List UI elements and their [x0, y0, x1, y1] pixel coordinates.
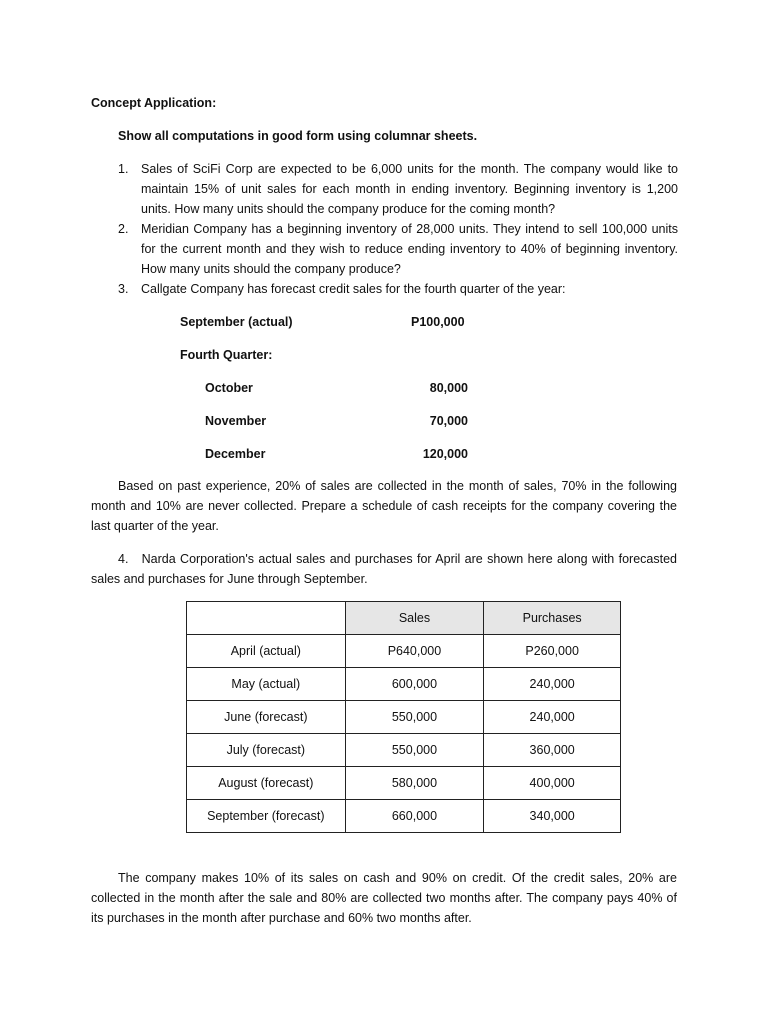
schedule-month-value: 80,000: [429, 381, 468, 395]
instruction-text: Show all computations in good form using columnar sheets.: [118, 129, 478, 143]
table-cell: 340,000: [484, 800, 621, 833]
collection-paragraph: Based on past experience, 20% of sales are collected in the month of sales, 70% in the following month and 10% are never collected. Prepare a schedule of cash receipts for the company covering the last quarter of the year.: [91, 479, 677, 533]
sales-purchases-table: [186, 601, 621, 833]
problem-number: 1.: [118, 162, 129, 176]
table-cell: 660,000: [345, 800, 484, 833]
table-cell: July (forecast): [187, 734, 346, 767]
table-cell: P260,000: [484, 635, 621, 668]
table-row: [187, 635, 621, 668]
problem-item: [118, 159, 678, 219]
table-cell: 580,000: [345, 767, 484, 800]
table-row: [187, 734, 621, 767]
problem-text: Callgate Company has forecast credit sales for the fourth quarter of the year:: [141, 282, 566, 296]
table-row: [187, 701, 621, 734]
problem-number: 3.: [118, 282, 129, 296]
table-row: [187, 668, 621, 701]
schedule-month-label: December: [205, 447, 266, 461]
problem-text: Narda Corporation's actual sales and purchases for April are shown here along with forecasted sales and purchases for June through September.: [91, 552, 678, 586]
table-cell: 400,000: [484, 767, 621, 800]
schedule-month-label: November: [205, 414, 267, 428]
table-cell: April (actual): [187, 635, 346, 668]
table-header-cell: Sales: [345, 602, 484, 635]
schedule-september-value: P100,000: [411, 315, 465, 329]
schedule-month-label: October: [205, 381, 253, 395]
table-cell: 360,000: [484, 734, 621, 767]
table-cell: June (forecast): [187, 701, 346, 734]
problem-text: Meridian Company has a beginning inventory of 28,000 units. They intend to sell 100,000 units for the current month and they wish to reduce ending inventory to 40% of beginning inventory. How many units should the company produce?: [141, 222, 678, 276]
problem-text: Sales of SciFi Corp are expected to be 6,000 units for the month. The company would like to maintain 15% of unit sales for each month in ending inventory. Beginning inventory is 1,200 units. How many units should the company produce for the coming month?: [141, 162, 678, 216]
table-cell: P640,000: [345, 635, 484, 668]
problem-number: 4.: [118, 552, 129, 566]
table-cell: 600,000: [345, 668, 484, 701]
schedule-september-label: September (actual): [180, 315, 293, 329]
table-row: [187, 800, 621, 833]
table-cell: August (forecast): [187, 767, 346, 800]
closing-paragraph: The company makes 10% of its sales on cash and 90% on credit. Of the credit sales, 20% are collected in the month after the sale and 80% are collected two months after. The company pays 40% of its purchases in the month after purchase and 60% two months after.: [91, 871, 677, 925]
table-row: [187, 767, 621, 800]
problem-list: [118, 159, 678, 299]
problem-item: [118, 279, 678, 299]
problem-4-paragraph: [91, 549, 677, 589]
table-cell: September (forecast): [187, 800, 346, 833]
table-cell: 240,000: [484, 668, 621, 701]
table-cell: May (actual): [187, 668, 346, 701]
problem-item: [118, 219, 678, 279]
schedule-month-value: 120,000: [422, 447, 468, 461]
section-heading: Concept Application:: [91, 96, 217, 110]
table-cell: 240,000: [484, 701, 621, 734]
schedule-month-value: 70,000: [429, 414, 468, 428]
table-cell: 550,000: [345, 734, 484, 767]
table-header-cell: [187, 602, 346, 635]
table-header-row: [187, 602, 621, 635]
table-header-cell: Purchases: [484, 602, 621, 635]
schedule-quarter-label: Fourth Quarter:: [180, 348, 273, 362]
problem-number: 2.: [118, 222, 129, 236]
table-cell: 550,000: [345, 701, 484, 734]
